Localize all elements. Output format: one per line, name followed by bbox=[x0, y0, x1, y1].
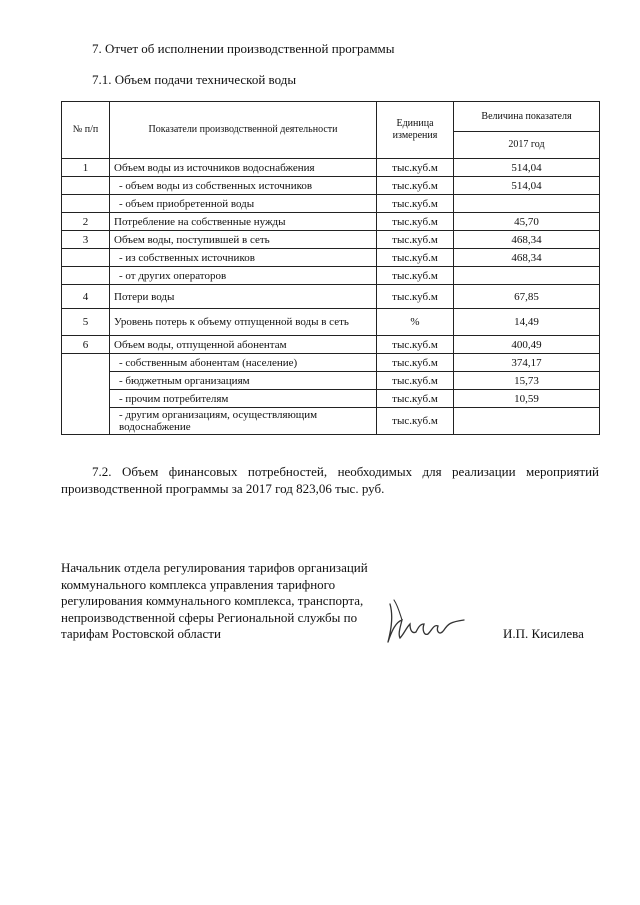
row-unit: тыс.куб.м bbox=[377, 231, 454, 249]
row-number: 4 bbox=[62, 285, 110, 309]
header-value-group: Величина показателя bbox=[454, 102, 600, 132]
table-row bbox=[62, 390, 600, 408]
row-value: 514,04 bbox=[454, 177, 600, 195]
row-number bbox=[62, 354, 110, 435]
table-row bbox=[62, 285, 600, 309]
table-row bbox=[62, 267, 600, 285]
signer-title-line: тарифам Ростовской области bbox=[61, 626, 221, 641]
table-row bbox=[62, 213, 600, 231]
row-indicator: - от других операторов bbox=[110, 267, 377, 285]
row-indicator: - бюджетным организациям bbox=[110, 372, 377, 390]
row-indicator: - объем приобретенной воды bbox=[110, 195, 377, 213]
row-value: 468,34 bbox=[454, 231, 600, 249]
row-indicator: Уровень потерь к объему отпущенной воды в сеть bbox=[110, 309, 377, 336]
row-number bbox=[62, 177, 110, 195]
header-unit: Единица измерения bbox=[377, 102, 454, 159]
table-row bbox=[62, 177, 600, 195]
signer-title-line: регулирования коммунального комплекса, транспорта, bbox=[61, 593, 364, 608]
row-unit: % bbox=[377, 309, 454, 336]
signer-name: И.П. Кисилева bbox=[503, 626, 584, 641]
row-value: 514,04 bbox=[454, 159, 600, 177]
row-value: 10,59 bbox=[454, 390, 600, 408]
row-unit: тыс.куб.м bbox=[377, 267, 454, 285]
subsection-title: 7.1. Объем подачи технической воды bbox=[92, 72, 297, 87]
row-number: 5 bbox=[62, 309, 110, 336]
signer-title-line: Начальник отдела регулирования тарифов организаций bbox=[61, 560, 368, 575]
row-value: 374,17 bbox=[454, 354, 600, 372]
row-unit: тыс.куб.м bbox=[377, 408, 454, 435]
row-value: 45,70 bbox=[454, 213, 600, 231]
table-row bbox=[62, 159, 600, 177]
row-number bbox=[62, 195, 110, 213]
table-row bbox=[62, 408, 600, 435]
row-indicator: - другим организациям, осуществляющим водоснабжение bbox=[110, 408, 377, 435]
row-value: 14,49 bbox=[454, 309, 600, 336]
table-row bbox=[62, 309, 600, 336]
table-row bbox=[62, 231, 600, 249]
row-value: 67,85 bbox=[454, 285, 600, 309]
row-indicator: - объем воды из собственных источников bbox=[110, 177, 377, 195]
water-supply-table bbox=[61, 101, 600, 435]
row-indicator: - прочим потребителям bbox=[110, 390, 377, 408]
row-value: 400,49 bbox=[454, 336, 600, 354]
section-title: 7. Отчет об исполнении производственной программы bbox=[92, 41, 395, 56]
row-unit: тыс.куб.м bbox=[377, 177, 454, 195]
signer-title-block bbox=[61, 560, 381, 643]
row-unit: тыс.куб.м bbox=[377, 336, 454, 354]
table-row bbox=[62, 336, 600, 354]
row-unit: тыс.куб.м bbox=[377, 195, 454, 213]
header-year: 2017 год bbox=[454, 132, 600, 159]
header-indicator: Показатели производственной деятельности bbox=[110, 102, 377, 159]
row-value bbox=[454, 195, 600, 213]
row-unit: тыс.куб.м bbox=[377, 354, 454, 372]
row-indicator: Потребление на собственные нужды bbox=[110, 213, 377, 231]
row-unit: тыс.куб.м bbox=[377, 285, 454, 309]
row-number bbox=[62, 249, 110, 267]
row-value: 15,73 bbox=[454, 372, 600, 390]
header-number: № п/п bbox=[62, 102, 110, 159]
row-unit: тыс.куб.м bbox=[377, 372, 454, 390]
table-row bbox=[62, 372, 600, 390]
row-number: 2 bbox=[62, 213, 110, 231]
row-value: 468,34 bbox=[454, 249, 600, 267]
row-unit: тыс.куб.м bbox=[377, 390, 454, 408]
row-number bbox=[62, 267, 110, 285]
row-number: 3 bbox=[62, 231, 110, 249]
row-value bbox=[454, 408, 600, 435]
row-number: 1 bbox=[62, 159, 110, 177]
row-indicator: - из собственных источников bbox=[110, 249, 377, 267]
row-indicator: Потери воды bbox=[110, 285, 377, 309]
row-number: 6 bbox=[62, 336, 110, 354]
row-indicator: Объем воды, поступившей в сеть bbox=[110, 231, 377, 249]
signer-title-line: непроизводственной сферы Региональной службы по bbox=[61, 609, 358, 625]
row-unit: тыс.куб.м bbox=[377, 213, 454, 231]
table-row bbox=[62, 195, 600, 213]
table-row bbox=[62, 249, 600, 267]
table-row bbox=[62, 354, 600, 372]
row-indicator: Объем воды из источников водоснабжения bbox=[110, 159, 377, 177]
row-value bbox=[454, 267, 600, 285]
signer-title-line: коммунального комплекса управления тарифного bbox=[61, 576, 336, 592]
row-indicator: Объем воды, отпущенной абонентам bbox=[110, 336, 377, 354]
financial-needs-paragraph: 7.2. Объем финансовых потребностей, необходимых для реализации мероприятий производственной программы за 2017 год 823,06 тыс. руб. bbox=[61, 464, 599, 496]
row-indicator: - собственным абонентам (население) bbox=[110, 354, 377, 372]
row-unit: тыс.куб.м bbox=[377, 159, 454, 177]
row-unit: тыс.куб.м bbox=[377, 249, 454, 267]
handwritten-signature bbox=[380, 590, 470, 650]
